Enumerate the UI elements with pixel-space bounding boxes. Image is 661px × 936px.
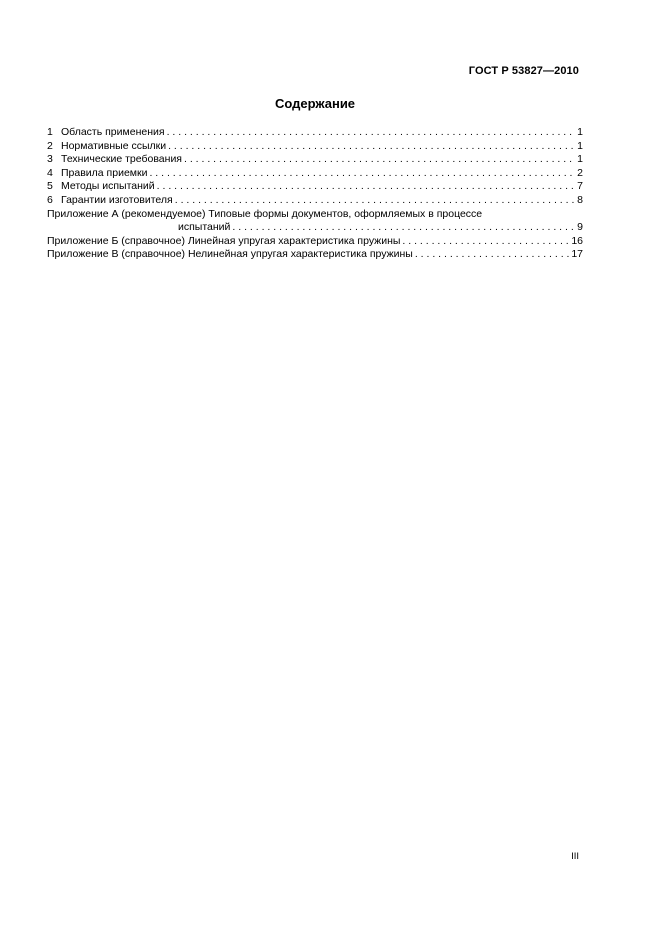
toc-appendix-c[interactable]	[47, 248, 583, 262]
toc-item-page: 1	[577, 126, 583, 138]
toc-item[interactable]	[47, 180, 583, 194]
toc-item-number: 6	[47, 193, 53, 206]
toc-item-label: Область применения	[61, 126, 165, 138]
toc-item-page: 16	[571, 234, 583, 247]
appendix-continuation	[47, 221, 583, 235]
appendix-title-continued: испытаний	[178, 221, 231, 234]
toc-item-label: Методы испытаний	[61, 180, 155, 193]
toc-item-page: 2	[577, 166, 583, 179]
toc-item-page: 1	[577, 153, 583, 166]
dot-leader	[168, 140, 574, 154]
toc-item-number: 5	[47, 180, 53, 193]
toc-item[interactable]	[47, 153, 583, 167]
dot-leader	[175, 194, 574, 208]
page-title: Содержание	[274, 96, 356, 111]
toc-item[interactable]	[47, 167, 583, 181]
toc-item[interactable]	[47, 194, 583, 208]
appendix-title: Приложение В (справочное) Нелинейная упругая характеристика пружины	[47, 248, 413, 261]
dot-leader	[157, 180, 574, 194]
dot-leader	[402, 235, 570, 249]
table-of-contents	[47, 126, 583, 262]
toc-item-number: 3	[47, 153, 53, 166]
dot-leader	[415, 248, 570, 262]
toc-item-page: 17	[571, 248, 583, 261]
dot-leader	[184, 153, 574, 167]
appendix-title: Приложение А (рекомендуемое) Типовые формы документов, оформляемых в процессе	[47, 207, 483, 220]
toc-item-label: Нормативные ссылки	[61, 139, 167, 152]
appendix-title: Приложение Б (справочное) Линейная упругая характеристика пружины	[47, 234, 401, 247]
toc-item-number: 1	[47, 126, 53, 138]
page-number: III	[571, 851, 579, 862]
toc-item[interactable]	[47, 126, 583, 140]
toc-item-page: 7	[577, 180, 583, 193]
toc-item-number: 2	[47, 139, 53, 152]
toc-item-label: Гарантии изготовителя	[61, 193, 173, 206]
toc-item-label: Технические требования	[61, 153, 182, 166]
toc-item-label: Правила приемки	[61, 166, 148, 179]
toc-item-number: 4	[47, 166, 53, 179]
toc-appendix-b[interactable]	[47, 235, 583, 249]
toc-item[interactable]	[47, 140, 583, 154]
document-code: ГОСТ Р 53827—2010	[468, 65, 579, 77]
dot-leader	[167, 126, 574, 140]
dot-leader	[149, 167, 574, 181]
toc-item-page: 1	[577, 139, 583, 152]
dot-leader	[232, 221, 574, 235]
toc-item-page: 9	[577, 221, 583, 234]
toc-appendix-a[interactable]	[47, 208, 583, 235]
toc-item-page: 8	[577, 193, 583, 206]
